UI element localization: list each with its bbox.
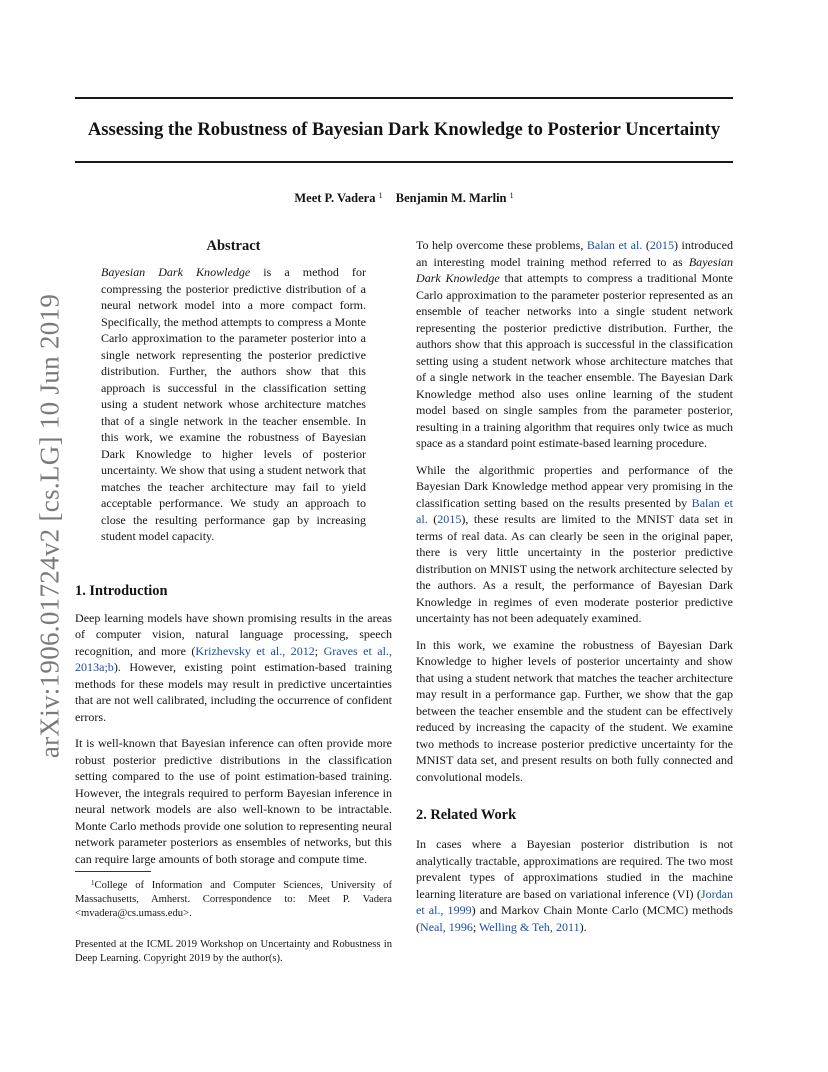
paper-title: Assessing the Robustness of Bayesian Dark Knowledge to Posterior Uncertainty — [87, 119, 721, 140]
affiliation-footnote — [75, 879, 392, 921]
affiliation-mark: 1 — [509, 191, 514, 200]
citation-link[interactable]: 2015 — [649, 238, 674, 252]
text-run: ( — [642, 238, 650, 252]
text-run: ). However, existing point estimation-based training methods for these models may result in predictive uncertainties that are not well calibrated, including the occurrence of confident errors. — [75, 660, 392, 724]
text-run: To help overcome these problems, — [416, 238, 587, 252]
emphasis-term: Bayesian Dark Knowledge — [416, 254, 733, 285]
left-column — [75, 237, 392, 966]
intro-paragraph-1 — [75, 610, 392, 726]
venue-footnote: Presented at the ICML 2019 Workshop on Uncertainty and Robustness in Deep Learning. Copyright 2019 by the author(s). — [75, 939, 392, 964]
text-run: ) introduced an interesting model training method referred to as — [416, 238, 733, 269]
introduction-section — [75, 582, 392, 868]
title-rule-bottom — [75, 161, 733, 163]
text-run: Deep learning models have shown promising results in the areas of computer vision, natural language processing, speech recognition, and more ( — [75, 610, 392, 658]
footnote-mark: 1 — [91, 879, 95, 887]
abstract-text: is a method for compressing the posterior predictive distribution of a neural network model into a more compact form. Specifically, the method attempts to compress a Monte Carlo approximation to the parameter posterior into a single network representing the posterior predictive distribution. Further, the authors show that this approach is successful in the classification setting using a student network whose architecture matches that of a single network in the teacher ensemble. In this work, we examine the robustness of Bayesian Dark Knowledge to higher levels of posterior uncertainty. We show that using a student network that matches the teacher architecture may fail to yield acceptable performance. We study an approach to close the resulting performance gap by increasing student model capacity. — [101, 265, 366, 543]
citation-link[interactable]: Krizhevsky et al., 2012 — [195, 643, 315, 658]
text-run: ; — [472, 919, 480, 934]
author-2 — [396, 191, 514, 205]
text-run: ; — [314, 643, 324, 658]
citation-link[interactable]: 2015 — [437, 512, 462, 526]
footnote-rule — [75, 871, 151, 872]
related-work-heading: 2. Related Work — [416, 807, 517, 823]
intro-paragraph-4 — [416, 462, 733, 627]
abstract-section — [75, 237, 392, 545]
introduction-heading: 1. Introduction — [75, 582, 168, 599]
citation-link[interactable]: Balan et al. — [586, 238, 643, 252]
text-run: that attempts to compress a traditional Monte Carlo approximation to the parameter posterior represented as an ensemble of teacher networks into a single student network representing the posterior predictive distribution. Further, the authors show that this approach is successful in the classification setting using a student network whose architecture matches that of a single network in the teacher ensemble. The Bayesian Dark Knowledge method also uses online learning of the student model based on single samples from the parameter posterior, resulting in a training algorithm that requires only twice as much space as a standard point estimate-based learning procedure. — [416, 271, 733, 450]
related-work-section — [416, 806, 733, 935]
text-run: ) and Markov Chain Monte Carlo (MCMC) methods ( — [416, 903, 733, 934]
author-name: Meet P. Vadera — [294, 191, 376, 205]
citation-link[interactable]: Graves et al., 2013a;b — [75, 643, 393, 674]
text-run: ( — [427, 512, 438, 526]
citation-link[interactable]: Jordan et al., 1999 — [416, 886, 733, 917]
text-run: ). — [579, 919, 587, 934]
arxiv-identifier: arXiv:1906.01724v2 [cs.LG] 10 Jun 2019 — [34, 293, 65, 759]
title-rule-top — [75, 97, 733, 99]
intro-paragraph-2: It is well-known that Bayesian inference can often provide more robust posterior predictive distributions in the classification setting compared to the use of point estimation-based training. However, the integrals required to perform Bayesian inference in neural network models are also well-known to be intractable. Monte Carlo methods provide one solution to representing neural network parameter posteriors as ensembles of networks, but this can require large amounts of both storage and compute time. — [75, 736, 392, 866]
citation-link[interactable]: Neal, 1996 — [420, 919, 473, 934]
footnote-text: College of Information and Computer Sciences, University of Massachusetts, Amherst. Correspondence to: Meet P. Vadera <mvadera@cs.umass.edu>. — [75, 880, 392, 919]
affiliation-mark: 1 — [378, 191, 383, 200]
author-list — [75, 191, 733, 206]
intro-paragraph-3 — [416, 237, 733, 452]
abstract-heading: Abstract — [206, 238, 261, 254]
abstract-term: Bayesian Dark Knowledge — [101, 265, 251, 279]
citation-link[interactable]: Welling & Teh, 2011 — [479, 919, 580, 934]
abstract-body — [101, 264, 366, 545]
footnotes — [75, 871, 392, 966]
right-column — [416, 237, 733, 935]
citation-link[interactable]: Balan et al. — [416, 495, 733, 526]
related-paragraph-1 — [416, 836, 733, 935]
text-run: While the algorithmic properties and performance of the Bayesian Dark Knowledge method appear very promising in the classification setting based on the results presented by — [416, 462, 733, 510]
author-name: Benjamin M. Marlin — [395, 191, 507, 205]
author-1 — [294, 191, 382, 205]
intro-paragraph-5: In this work, we examine the robustness of Bayesian Dark Knowledge to higher levels of posterior uncertainty and show that using a student network that matches the teacher architecture may result in a performance gap. Further, we show that the gap between the teacher ensemble and the student can be effectively reduced by increasing the capacity of the student. We examine two methods to increase posterior predictive uncertainty for the MNIST data set, and present results on both fully connected and convolutional models. — [416, 637, 733, 784]
text-run: In cases where a Bayesian posterior distribution is not analytically tractable, approximations are required. The two most prevalent types of approximations studied in the machine learning literature are based on variational inference (VI) ( — [416, 837, 733, 901]
text-run: ), these results are limited to the MNIST data set in terms of real data. As can clearly be seen in the original paper, there is very little uncertainty in the posterior predictive distribution on MNIST using the network architecture selected by the authors. As a result, the performance of Bayesian Dark Knowledge in regimes of even moderate posterior predictive uncertainty has not been adequately examined. — [416, 512, 733, 625]
